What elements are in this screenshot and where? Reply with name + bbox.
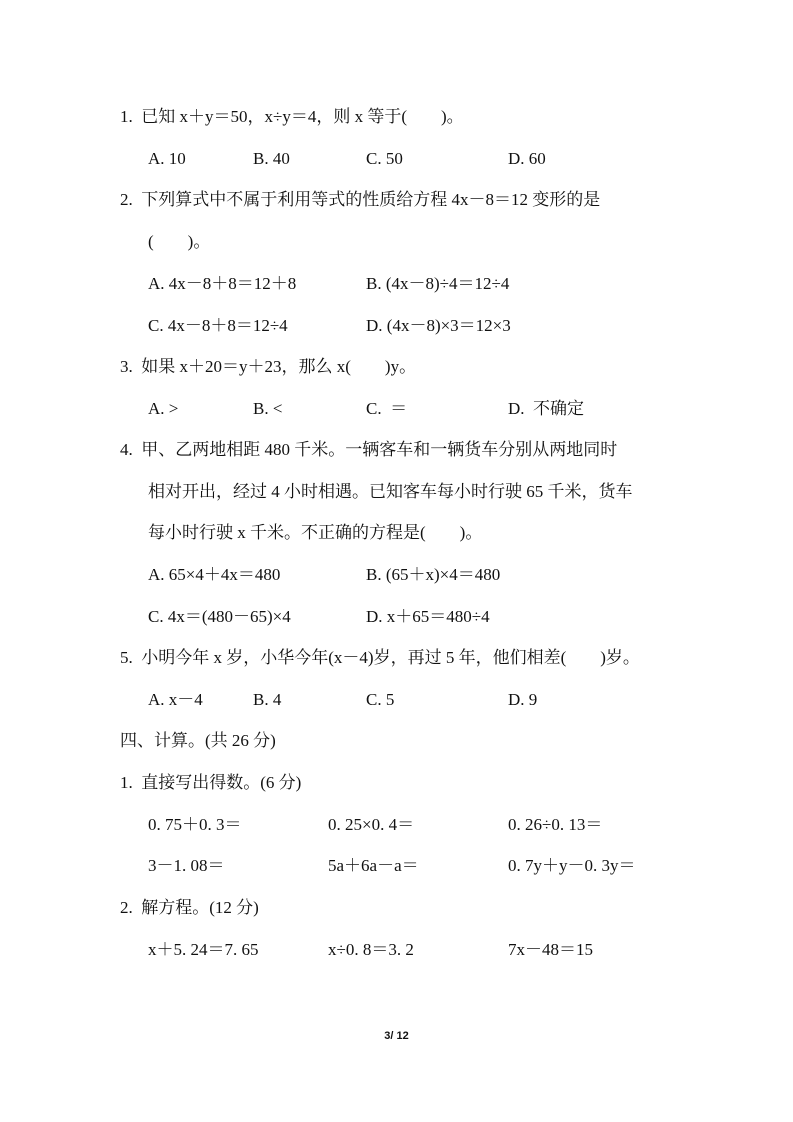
q2-option-c: C. 4x－8＋8＝12÷4 [148,316,288,335]
q3-option-b: B. < [253,399,283,418]
mental-calc-item: 0. 75＋0. 3＝ [148,815,242,834]
mental-calc-item: 5a＋6a－a＝ [328,856,419,875]
q3-option-c: C. ＝ [366,399,408,418]
mental-calc-item: 3－1. 08＝ [148,856,225,875]
q2-option-a: A. 4x－8＋8＝12＋8 [148,274,297,293]
equation-item: 7x－48＝15 [508,940,593,959]
q1-option-a: A. 10 [148,149,186,168]
q5-option-b: B. 4 [253,690,282,709]
question-2-stem-line2: ( )。 [148,232,211,251]
question-4-stem-line3: 每小时行驶 x 千米。不正确的方程是( )。 [148,523,483,542]
q2-option-b: B. (4x－8)÷4＝12÷4 [366,274,510,293]
equation-item: x÷0. 8＝3. 2 [328,940,414,959]
q4-option-a: A. 65×4＋4x＝480 [148,565,281,584]
section-4-part-1-title: 1. 直接写出得数。(6 分) [120,773,302,792]
section-4-heading: 四、计算。(共 26 分) [120,731,276,750]
equation-item: x＋5. 24＝7. 65 [148,940,259,959]
question-4-stem-line1: 4. 甲、乙两地相距 480 千米。一辆客车和一辆货车分别从两地同时 [120,440,618,459]
q5-option-c: C. 5 [366,690,395,709]
q5-option-a: A. x－4 [148,690,203,709]
question-3-stem: 3. 如果 x＋20＝y＋23，那么 x( )y。 [120,357,417,376]
q4-option-d: D. x＋65＝480÷4 [366,607,490,626]
section-4-part-2-title: 2. 解方程。(12 分) [120,898,259,917]
question-1-stem: 1. 已知 x＋y＝50，x÷y＝4，则 x 等于( )。 [120,107,464,126]
q1-option-b: B. 40 [253,149,290,168]
question-2-stem-line1: 2. 下列算式中不属于利用等式的性质给方程 4x－8＝12 变形的是 [120,190,601,209]
q4-option-b: B. (65＋x)×4＝480 [366,565,501,584]
q4-option-c: C. 4x＝(480－65)×4 [148,607,291,626]
question-5-stem: 5. 小明今年 x 岁，小华今年(x－4)岁，再过 5 年，他们相差( )岁。 [120,648,640,667]
page-number: 3/ 12 [384,1030,409,1042]
mental-calc-item: 0. 7y＋y－0. 3y＝ [508,856,636,875]
q3-option-a: A. > [148,399,179,418]
question-4-stem-line2: 相对开出，经过 4 小时相遇。已知客车每小时行驶 65 千米，货车 [148,482,633,501]
q2-option-d: D. (4x－8)×3＝12×3 [366,316,511,335]
mental-calc-item: 0. 26÷0. 13＝ [508,815,603,834]
mental-calc-item: 0. 25×0. 4＝ [328,815,415,834]
q5-option-d: D. 9 [508,690,538,709]
q1-option-c: C. 50 [366,149,403,168]
q3-option-d: D. 不确定 [508,399,585,418]
q1-option-d: D. 60 [508,149,546,168]
